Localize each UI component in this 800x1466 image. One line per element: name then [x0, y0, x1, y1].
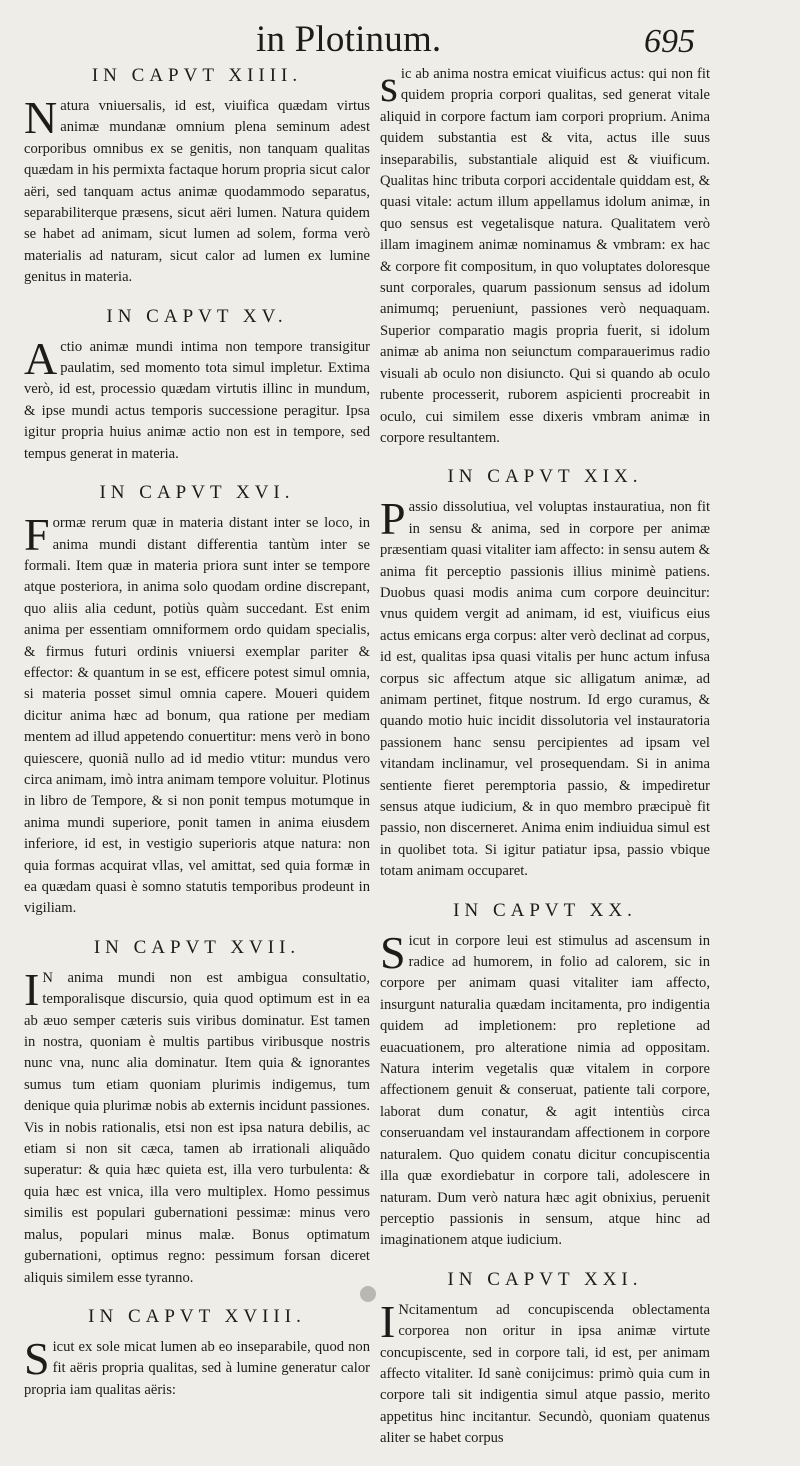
chapter-heading: IN CAPVT XX.: [453, 899, 637, 921]
left-column: [24, 64, 370, 1417]
commentary-paragraph: Sicut in corpore leui est stimulus ad ascensum in radice ad humorem, in folio ad calorem, sic in corpore per animam quasi vitaliter iam affecto, insurgunt naturalia quædam incitamenta, pro indigentia quidem ad impletionem: pro repletione ad euacuationem, pro alteratione nimia ad oppositam. Natura interim vegetalis quæ vitalem in corpore affectionem genuit & conseruat, patiente tali corpore, laborat dum conatur, & agit intentiùs circa conseruandam vel instaurandam affectionem in corpore naturalem. Quo quidem conatu dicitur concupiscentia illa quæ exordiebatur in corpore tali, adolescere in naturam. Dum verò natura hæc agit obnixius, peruenit perceptio passionis in sensum, atque hinc ad imaginationem atque iudicium.: [380, 926, 710, 1249]
commentary-paragraph: Actio animæ mundi intima non tempore transigitur paulatim, sed momento tota simul impletur. Extima verò, id est, processio quædam virtutis illinc in mundum, & ipse mundi actus temporis successione peragitur. Ipsa igitur propria huius animæ actio non est in tempore, sed tempus generat in materia.: [24, 332, 370, 462]
chapter-heading: IN CAPVT XIX.: [447, 466, 643, 488]
commentary-paragraph: IN anima mundi non est ambigua consultatio, temporalisque discursio, quia quod optimum est in ea ab æuo semper cæteris suis viribus dominatur. Est tamen in nostra, quoniam è multis partibus viribusque nostris nunc vna, nunc alia dominatur. Item quia & ignorantes sumus tum etiam quoniam plurimis indigemus, tum denique quia plurimæ nobis ab externis incidunt passiones. Vis in nobis rationalis, etsi non est ipsa natura debilis, ac etiam si non sit cæca, tamen ab irrationali aliquãdo superatur: & quia hæc quieta est, illa vero turbulenta: & quia hæc est vnica, illa vero multiplex. Homo pessimus similis est populari gubernationi pessimæ: minus vero malus, populari minus malæ. Bonus optimatum gubernationi, optimus regno: pessimum forsan diceret aliquis similem esse tyranno.: [24, 963, 370, 1286]
commentary-paragraph: INcitamentum ad concupiscenda oblectamenta corporea non oritur in ipsa animæ virtute concupiscente, sed in corpore tali, id est, per animam affecto vitaliter. Id sanè conijcimus: primò quia cum in corpore tali sit indigentia simul atque passio, merito appetitus hinc incitantur. Secundò, quoniam quatenus aliter se habet corpus: [380, 1295, 710, 1447]
chapter-heading: IN CAPVT XXI.: [447, 1268, 643, 1290]
commentary-paragraph: Passio dissolutiua, vel voluptas instauratiua, non fit in sensu & anima, sed in corpore per animæ præsentiam quasi vitaliter iam affecto: in sensu autem & anima fit perceptio passionis illius minimè patiens. Duobus quasi modis anima cum corpore deuincitur: vnus quidem vergit ad animam, id est, viuificus eius actus emicans erga corpus: alter verò declinat ad corpus, id est, qualitas ipsa quasi vitalis per hunc actum infusa corpus sic affectum atque sic alligatum animæ, ad animam pertinet, fitque nostrum. Id ergo curamus, & quando motio huic incidit dissolutoria vel instauratoria passionem hanc sensu percipientes ad ipsam vel vitandam inclinamur, vel prosequendam. Si in anima sentiente fieret peremptoria passio, & impediretur sensus atque iudicium, & in quo membro præcipuè fit passio, non discerneret. Anima enim indiuidua simul est in quolibet tota. Si igitur patiatur ipsa, passio vbique totam animam occuparet.: [380, 493, 710, 880]
commentary-paragraph: Natura vniuersalis, id est, viuifica quædam virtus animæ mundanæ omnium plena seminum adest corporibus omnibus ex se genitis, non tanquam qualitas quædam in his permixta factaque horum propria sicut calor aëri, sed tanquam actus animæ quodammodo separatus, separabiliterque præsens, sicut aëri lumen. Natura quidem se habet ad animam, sicut lumen ad solem, forma verò materialis ad naturam, sicut calor ad lumen ex lumine genitus in materia.: [24, 92, 370, 286]
chapter-heading: IN CAPVT XVIII.: [88, 1305, 306, 1327]
chapter-heading: IN CAPVT XVI.: [99, 482, 295, 504]
right-column: [380, 60, 710, 1466]
chapter-heading: IN CAPVT XIIII.: [91, 65, 303, 86]
commentary-paragraph: Formæ rerum quæ in materia distant inter se loco, in anima mundi distant differentia tantùm inter se formali. Item quæ in materia priora sunt inter se tempore atque posteriora, in anima solo quodam ordine discrepant, quo aliis alia cedunt, potiùs quàm succedant. Est enim anima per essentiam omniformem ordo quidam specialis, & firmus futuri ordinis vniuersi exemplar pariter & effector: & quantum in se est, efficere potest simul omnia, si materia posset simul omnia capere. Moueri quidem dicitur anima hæc ad bonum, qua ratione per mediam mentem ad illud appetendo conuertitur: mens verò in bono quiescere, quoniã nullo ad id medio vtitur: mundus vero circa animam, imò intra animam tempore voluitur. Plotinus in libro de Tempore, & si non ponit tempus motumque in anima mundi superiore, ponit tamen in anima eiusdem inferiore, id est, in vestigio superioris atque natura: non quia formas acquirat vllas, vel amittat, sed quia formæ in ea quædam quasi è somno statutis temporibus prodeunt in vigiliam.: [24, 509, 370, 917]
page-number: 695: [644, 23, 695, 60]
ink-blot-mark: [360, 1286, 376, 1302]
commentary-paragraph: Sicut ex sole micat lumen ab eo inseparabile, quod non fit aëris propria qualitas, sed à lumine generatur calor propria iam qualitas aëris:: [24, 1332, 370, 1398]
chapter-heading: IN CAPVT XVII.: [93, 936, 301, 958]
chapter-heading: IN CAPVT XV.: [106, 305, 288, 327]
continued-paragraph: sic ab anima nostra emicat viuificus actus: qui non fit quidem propria corpori qualitas, sed generat vitale aliquid in corpore factum iam corpori proprium. Anima quidem substantia est & vita, actus ille suus inseparabilis, substantiale aliquid est & viuificum. Qualitas hinc tributa corpori accidentale quiddam est, & quasi vitale: actum illum appellamus idolum animæ, in quo sensus est vegetalisque natura. Qualitatem verò illam imaginem animæ nominamus & vmbram: ex hac & corpore fit compositum, in quo voluptates doloresque sunt corporales, quarum passionum sensus ad idolum animumq; perueniunt, passiones verò nequaquam. Superior comparatio magis propria fuerit, si idolum animæ ab anima non seiunctum comparauerimus radio visuali ab oculo non disiuncto. Qui si quando ab oculo rubente processerit, ruborem aspicienti procreabit in oculo, cui similem esse dixeris vmbram animæ in corpore resultantem.: [380, 60, 710, 446]
running-title: in Plotinum.: [256, 19, 442, 60]
